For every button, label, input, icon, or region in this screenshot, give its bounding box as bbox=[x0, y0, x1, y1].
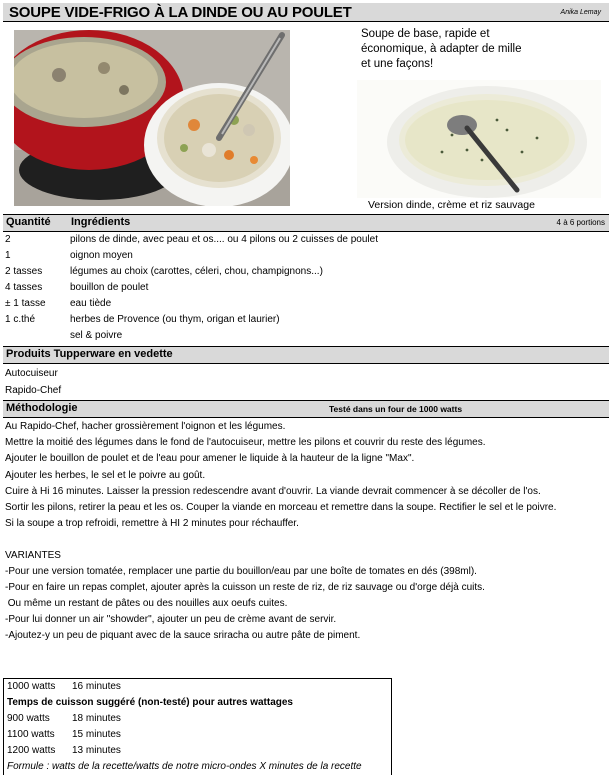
method-step: Ajouter le bouillon de poulet et de l'eau pour amener le liquide à la hauteur de la ligne "Max". bbox=[5, 453, 415, 464]
tested-note: Testé dans un four de 1000 watts bbox=[329, 404, 463, 414]
ingredient-name: sel & poivre bbox=[70, 330, 123, 341]
wattage-minutes: 18 minutes bbox=[72, 713, 121, 724]
variant-item: -Pour lui donner un air "showder", ajouter un peu de crème avant de servir. bbox=[5, 614, 337, 625]
cooking-time-title: Temps de cuisson suggéré (non-testé) pour autres wattages bbox=[7, 697, 293, 708]
method-step: Ajouter les herbes, le sel et le poivre au goût. bbox=[5, 470, 206, 481]
ingredients-heading: Ingrédients bbox=[71, 216, 131, 228]
wattage: 1200 watts bbox=[7, 745, 56, 756]
ingredient-name: herbes de Provence (ou thym, origan et laurier) bbox=[70, 314, 280, 325]
variants-heading: VARIANTES bbox=[5, 550, 61, 561]
ingredient-qty: 2 bbox=[5, 234, 11, 245]
ingredient-name: bouillon de poulet bbox=[70, 282, 149, 293]
formula-text: Formule : watts de la recette/watts de notre micro-ondes X minutes de la recette bbox=[7, 761, 362, 772]
ingredient-qty: 1 bbox=[5, 250, 11, 261]
author-name: Anika Lemay bbox=[560, 9, 601, 16]
ingredient-name: pilons de dinde, avec peau et os.... ou 4 pilons ou 2 cuisses de poulet bbox=[70, 234, 378, 245]
variant-item: -Pour une version tomatée, remplacer une partie du bouillon/eau par une boîte de tomates en dés (398ml). bbox=[5, 566, 477, 577]
cream-soup-photo bbox=[357, 80, 601, 198]
ingredient-name: légumes au choix (carottes, céleri, chou, champignons...) bbox=[70, 266, 323, 277]
ingredient-qty: 1 c.thé bbox=[5, 314, 36, 325]
variant-item: -Ajoutez-y un peu de piquant avec de la sauce sriracha ou autre pâte de piment. bbox=[5, 630, 361, 641]
ingredient-qty: 2 tasses bbox=[5, 266, 43, 277]
variant-item: Ou même un restant de pâtes ou des nouilles aux oeufs cuites. bbox=[5, 598, 288, 609]
base-minutes: 16 minutes bbox=[72, 681, 121, 692]
products-header bbox=[3, 346, 609, 364]
wattage: 900 watts bbox=[7, 713, 50, 724]
portions-label: 4 à 6 portions bbox=[556, 218, 605, 227]
method-step: Au Rapido-Chef, hacher grossièrement l'oignon et les légumes. bbox=[5, 421, 286, 432]
ingredient-qty: 4 tasses bbox=[5, 282, 43, 293]
product-item: Rapido-Chef bbox=[5, 385, 62, 396]
product-item: Autocuiseur bbox=[5, 368, 58, 379]
wattage-minutes: 13 minutes bbox=[72, 745, 121, 756]
method-header bbox=[3, 400, 609, 418]
method-step: Si la soupe a trop refroidi, remettre à HI 2 minutes pour réchauffer. bbox=[5, 518, 299, 529]
photo-caption: Version dinde, crème et riz sauvage bbox=[368, 199, 535, 211]
method-step: Mettre la moitié des légumes dans le fond de l'autocuiseur, mettre les pilons et couvrir du reste des légumes. bbox=[5, 437, 486, 448]
recipe-title: SOUPE VIDE-FRIGO À LA DINDE OU AU POULET bbox=[9, 4, 352, 21]
intro-line: économique, à adapter de mille bbox=[361, 43, 522, 55]
intro-line: et une façons! bbox=[361, 58, 434, 70]
ingredient-name: oignon moyen bbox=[70, 250, 133, 261]
ingredient-name: eau tiède bbox=[70, 298, 112, 309]
products-heading: Produits Tupperware en vedette bbox=[6, 348, 173, 360]
method-heading: Méthodologie bbox=[6, 402, 78, 414]
method-step: Cuire à Hi 16 minutes. Laisser la pression redescendre avant d'ouvrir. La viande devrait commencer à se décoller de l'os. bbox=[5, 486, 541, 497]
quantity-heading: Quantité bbox=[6, 216, 51, 228]
intro-line: Soupe de base, rapide et bbox=[361, 28, 490, 40]
ingredients-header bbox=[3, 214, 609, 232]
variant-item: -Pour en faire un repas complet, ajouter après la cuisson un reste de riz, de riz sauvage ou d'orge déjà cuits. bbox=[5, 582, 485, 593]
ingredient-qty: ± 1 tasse bbox=[5, 298, 46, 309]
wattage: 1100 watts bbox=[7, 729, 55, 740]
title-bar bbox=[3, 3, 609, 22]
intro-text bbox=[361, 27, 601, 72]
cooking-time-box bbox=[3, 678, 392, 775]
wattage-minutes: 15 minutes bbox=[72, 729, 121, 740]
soup-bowl-photo bbox=[14, 30, 290, 206]
method-step: Sortir les pilons, retirer la peau et les os. Couper la viande en morceau et remettre dans la soupe. Rectifier le sel et le poivre. bbox=[5, 502, 557, 513]
base-watts: 1000 watts bbox=[7, 681, 56, 692]
